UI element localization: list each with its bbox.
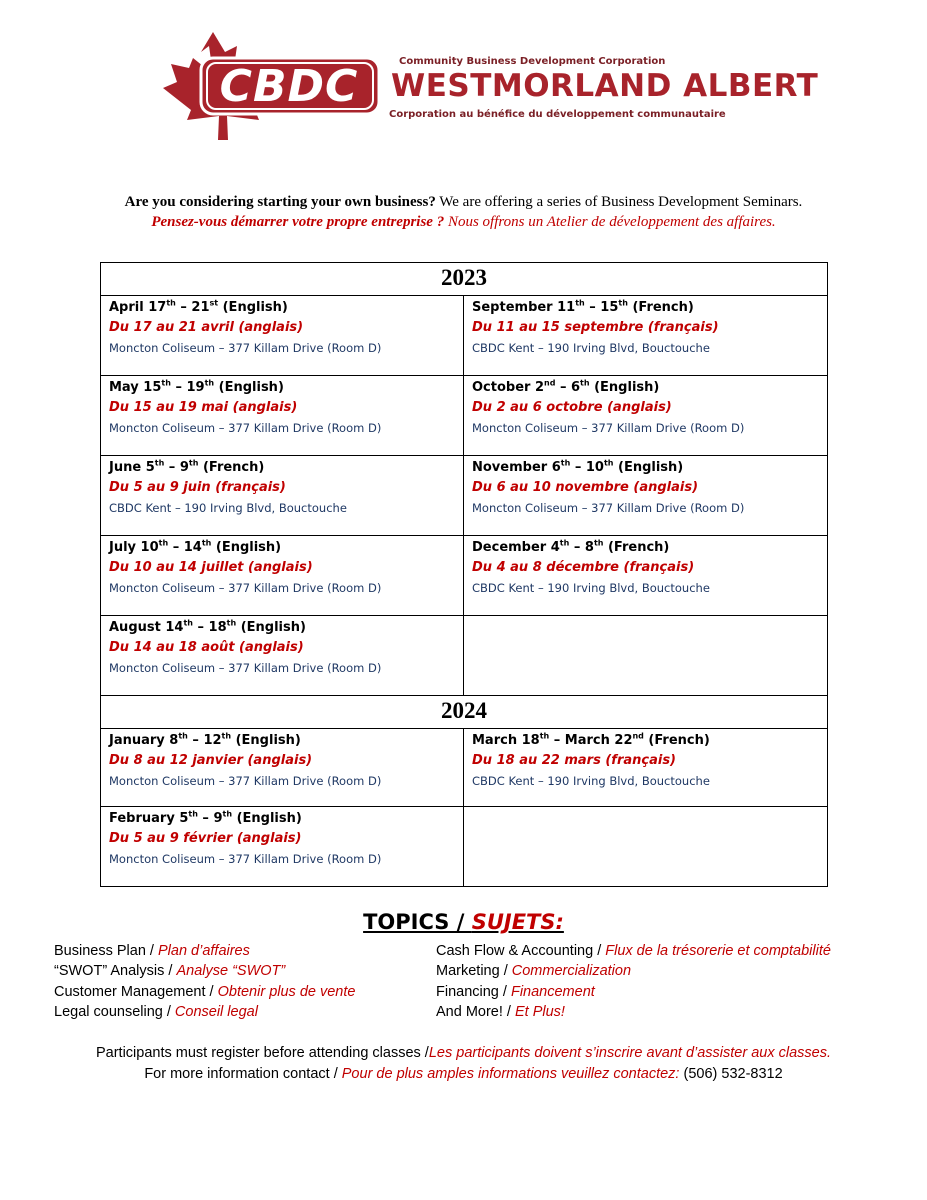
session-may: [101, 376, 464, 456]
topics-heading: TOPICS / SUJETS:: [363, 910, 564, 934]
session-august: [101, 616, 464, 696]
session-january: [101, 729, 464, 807]
seminar-schedule-table: [100, 262, 828, 887]
session-dates-french: Du 15 au 19 mai (anglais): [109, 400, 298, 415]
session-location: Moncton Coliseum – 377 Killam Drive (Room D): [109, 421, 382, 435]
session-dates: July 10th – 14th (English): [109, 538, 282, 555]
session-dates-french: Du 11 au 15 septembre (français): [472, 320, 719, 335]
org-name-french: Corporation au bénéfice du développement communautaire: [389, 109, 726, 120]
session-location: CBDC Kent – 190 Irving Blvd, Bouctouche: [472, 581, 710, 595]
registration-notice: Participants must register before attending classes /Les participants doivent s’inscrire avant d’assister aux classes.: [95, 1045, 831, 1061]
session-june: [101, 456, 464, 536]
session-dates-french: Du 2 au 6 octobre (anglais): [472, 400, 672, 415]
logo-acronym: CBDC: [219, 60, 359, 112]
empty-cell: [464, 807, 828, 887]
session-location: Moncton Coliseum – 377 Killam Drive (Room D): [109, 581, 382, 595]
topic-item: Financing / Financement: [436, 984, 595, 1000]
session-location: CBDC Kent – 190 Irving Blvd, Bouctouche: [472, 341, 710, 355]
session-february: [101, 807, 464, 887]
session-dates: August 14th – 18th (English): [109, 618, 306, 635]
session-dates: September 11th – 15th (French): [472, 298, 694, 315]
session-dates-french: Du 14 au 18 août (anglais): [109, 640, 304, 655]
session-july: [101, 536, 464, 616]
contact-line: For more information contact / Pour de plus amples informations veuillez contactez: (506) 532-8312: [144, 1066, 783, 1082]
session-dates: January 8th – 12th (English): [109, 731, 301, 748]
session-dates: November 6th – 10th (English): [472, 458, 684, 475]
year-header-2024: 2024: [101, 696, 828, 729]
session-december: [464, 536, 828, 616]
session-location: CBDC Kent – 190 Irving Blvd, Bouctouche: [472, 774, 710, 788]
session-april: [101, 296, 464, 376]
session-location: Moncton Coliseum – 377 Killam Drive (Room D): [109, 661, 382, 675]
topic-item: Cash Flow & Accounting / Flux de la trésorerie et comptabilité: [436, 943, 831, 959]
session-dates-french: Du 10 au 14 juillet (anglais): [109, 560, 313, 575]
empty-cell: [464, 616, 828, 696]
session-dates-french: Du 18 au 22 mars (français): [472, 753, 677, 768]
topic-item: Marketing / Commercialization: [436, 963, 632, 979]
session-dates: February 5th – 9th (English): [109, 809, 302, 826]
contact-phone: (506) 532-8312: [679, 1066, 783, 1082]
topic-item: Customer Management / Obtenir plus de vente: [54, 984, 356, 1000]
year-header-2023: 2023: [101, 263, 828, 296]
session-dates-french: Du 5 au 9 février (anglais): [109, 831, 302, 846]
session-location: Moncton Coliseum – 377 Killam Drive (Room D): [472, 421, 745, 435]
intro-offer-en: We are offering a series of Business Development Seminars.: [435, 194, 803, 210]
session-dates: May 15th – 19th (English): [109, 378, 284, 395]
session-dates-french: Du 6 au 10 novembre (anglais): [472, 480, 699, 495]
topic-item: “SWOT” Analysis / Analyse “SWOT”: [54, 963, 286, 979]
session-dates-french: Du 8 au 12 janvier (anglais): [109, 753, 313, 768]
session-dates-french: Du 4 au 8 décembre (français): [472, 560, 695, 575]
intro-question-en: Are you considering starting your own business?: [124, 194, 436, 210]
org-name-english: Community Business Development Corporation: [399, 56, 666, 67]
session-location: CBDC Kent – 190 Irving Blvd, Bouctouche: [109, 501, 347, 515]
session-november: [464, 456, 828, 536]
session-location: Moncton Coliseum – 377 Killam Drive (Room D): [109, 341, 382, 355]
session-march: [464, 729, 828, 807]
session-dates: March 18th – March 22nd (French): [472, 731, 710, 748]
topic-item: Legal counseling / Conseil legal: [54, 1004, 258, 1020]
session-dates: April 17th – 21st (English): [109, 298, 288, 315]
intro-english: [0, 194, 927, 211]
topic-item: Business Plan / Plan d’affaires: [54, 943, 250, 959]
session-location: Moncton Coliseum – 377 Killam Drive (Room D): [472, 501, 745, 515]
session-dates: October 2nd – 6th (English): [472, 378, 660, 395]
session-location: Moncton Coliseum – 377 Killam Drive (Room D): [109, 774, 382, 788]
cbdc-logo: [143, 30, 819, 140]
session-september: [464, 296, 828, 376]
intro-question-fr: Pensez-vous démarrer votre propre entreprise ?: [151, 214, 445, 230]
session-dates: June 5th – 9th (French): [109, 458, 265, 475]
session-dates-french: Du 5 au 9 juin (français): [109, 480, 286, 495]
session-dates-french: Du 17 au 21 avril (anglais): [109, 320, 304, 335]
session-october: [464, 376, 828, 456]
topic-item: And More! / Et Plus!: [436, 1004, 565, 1020]
org-name-main: WESTMORLAND ALBERT: [391, 68, 819, 104]
session-location: Moncton Coliseum – 377 Killam Drive (Room D): [109, 852, 382, 866]
session-dates: December 4th – 8th (French): [472, 538, 670, 555]
intro-offer-fr: Nous offrons un Atelier de développement des affaires.: [444, 214, 776, 230]
intro-french: [0, 214, 927, 231]
